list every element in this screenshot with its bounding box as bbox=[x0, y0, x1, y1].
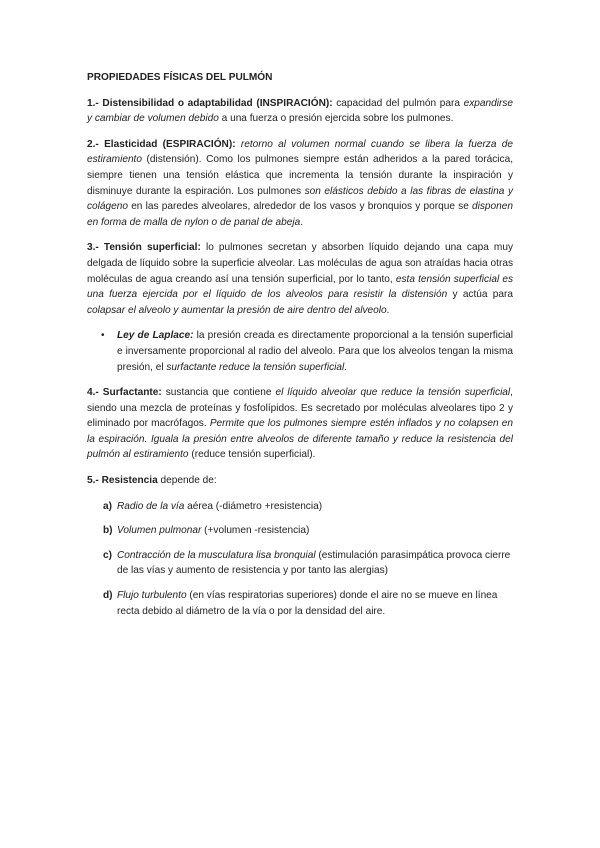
body-text: (+volumen -resistencia) bbox=[201, 525, 310, 537]
section-heading: 5.- Resistencia bbox=[87, 475, 158, 487]
list-item bbox=[87, 588, 513, 619]
emphasis-text: colapsar el alveolo y aumentar la presión de aire dentro del alveolo bbox=[87, 304, 387, 316]
section-elasticidad bbox=[87, 137, 513, 231]
emphasis-text: retorno al volumen normal cuando se libera la fuerza de estiramiento bbox=[87, 138, 513, 166]
emphasis-text: Contracción de la musculatura lisa bronquial bbox=[117, 549, 316, 561]
body-text: sustancia que contiene bbox=[161, 387, 276, 399]
section-heading: 3.- Tensión superficial: bbox=[87, 242, 201, 254]
list-item bbox=[87, 499, 513, 515]
body-text: (reduce tensión superficial). bbox=[188, 449, 316, 461]
emphasis-text: Permite que los pulmones siempre estén inflados y no colapsen en la espiración. Iguala la presión entre alveolos de diferente tamaño y reduce la resistencia del pulmón al estiramiento bbox=[87, 418, 514, 461]
emphasis-text: Radio de la vía bbox=[117, 500, 185, 512]
body-text: en las paredes alveolares, alrededor de los vasos y bronquios y porque se bbox=[127, 201, 473, 213]
page-title: PROPIEDADES FÍSICAS DEL PULMÓN bbox=[87, 72, 273, 83]
section-tension-superficial bbox=[87, 240, 513, 318]
body-text: (distensión). Como los pulmones siempre están adheridos a la pared torácica, siempre tienen una tensión elástica que incrementa la tensión durante la inspiración y disminuye durante la espiración. Los pulmones bbox=[87, 154, 513, 197]
list-item bbox=[87, 523, 513, 539]
list-item bbox=[87, 548, 513, 579]
section-heading: 2.- Elasticidad (ESPIRACIÓN): bbox=[87, 138, 236, 150]
body-text: y actúa para bbox=[447, 289, 513, 301]
list-marker: a) bbox=[103, 500, 112, 512]
body-text: aérea (-diámetro +resistencia) bbox=[184, 500, 323, 512]
body-text: . bbox=[300, 216, 304, 228]
emphasis-text: el líquido alveolar que reduce la tensión superficial bbox=[275, 387, 511, 399]
emphasis-text: surfactante reduce la tensión superficial bbox=[166, 361, 345, 373]
body-text: (en vías respiratorias superiores) donde el aire no se mueve en línea recta debido al diámetro de la vía o por la densidad del aire. bbox=[117, 590, 498, 617]
emphasis-text: expandirse y cambiar de volumen debido bbox=[87, 97, 513, 125]
body-text: . bbox=[386, 304, 390, 316]
bullet-heading: Ley de Laplace: bbox=[117, 330, 194, 342]
section-resistencia bbox=[87, 473, 513, 489]
body-text: (estimulación parasimpática provoca cierre de las vías y aumento de resistencia y por tanto las alergias) bbox=[117, 549, 511, 577]
emphasis-text: esta tensión superficial es una fuerza ejercida por el líquido de los alveolos para resistir la distensión bbox=[87, 273, 513, 301]
emphasis-text: son elásticos debido a las fibras de elastina y colágeno bbox=[87, 185, 513, 213]
emphasis-text: Volumen pulmonar bbox=[117, 525, 202, 537]
emphasis-text: disponen en forma de malla de nylon o de panal de abeja bbox=[87, 201, 513, 228]
list-marker: b) bbox=[103, 525, 113, 537]
section-distensibilidad bbox=[87, 96, 513, 127]
section-heading: 4.- Surfactante: bbox=[87, 387, 162, 399]
body-text: . bbox=[344, 361, 348, 373]
list-marker: d) bbox=[103, 590, 113, 602]
body-text: a una fuerza o presión ejercida sobre los pulmones. bbox=[218, 113, 454, 125]
section-heading: 1.- Distensibilidad o adaptabilidad (INSPIRACIÓN): bbox=[87, 97, 333, 109]
section-surfactante bbox=[87, 385, 513, 463]
body-text: capacidad del pulmón para bbox=[332, 97, 464, 109]
bullet-dot: • bbox=[101, 330, 105, 342]
bullet-ley-laplace bbox=[87, 328, 513, 375]
body-text: depende de: bbox=[157, 475, 217, 487]
body-text: , siendo una mezcla de proteínas y fosfolípidos. Es secretado por moléculas alveolares tipo 2 y eliminado por macrófagos. bbox=[87, 387, 513, 430]
body-text: lo pulmones secretan y absorben líquido dejando una capa muy delgada de líquido sobre la superficie alveolar. Las moléculas de agua son atraídas hacia otras moléculas de agua creando así una tensión superficial, por lo tanto, bbox=[87, 242, 514, 285]
emphasis-text: Flujo turbulento bbox=[117, 590, 187, 602]
list-marker: c) bbox=[103, 549, 112, 561]
body-text: la presión creada es directamente proporcional a la tensión superficial e inversamente proporcional al radio del alveolo. Para que los alveolos tengan la misma presión, el bbox=[117, 330, 514, 373]
